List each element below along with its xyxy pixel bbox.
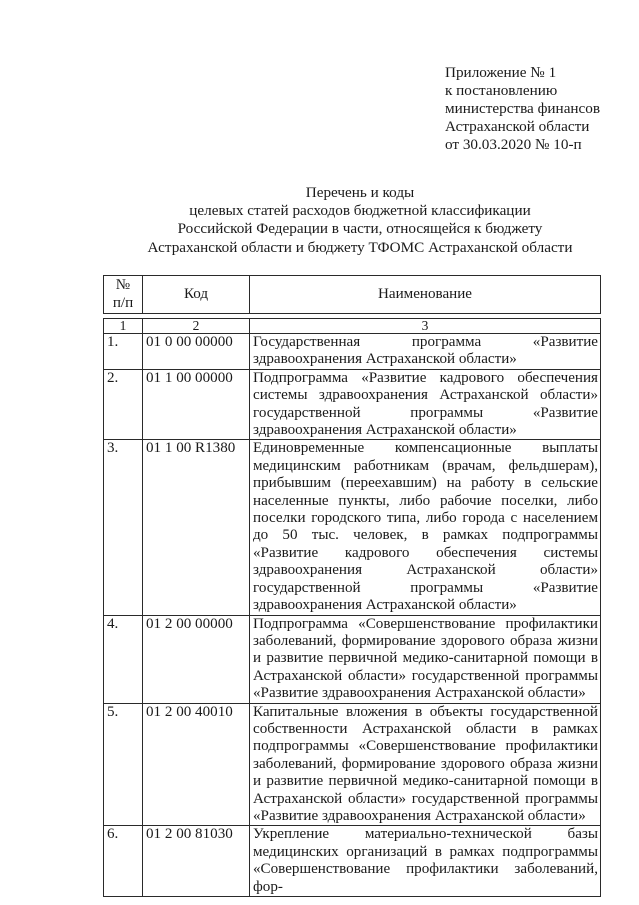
header-num-line: № (115, 277, 131, 294)
appendix-line: Астраханской области (445, 118, 590, 135)
column-number-row (104, 319, 601, 334)
row-name: Государственная программа «Развитие здравоохранения Астраханской области» (250, 334, 601, 370)
table-row (104, 369, 601, 440)
row-code: 01 2 00 81030 (143, 826, 250, 897)
row-name: Укрепление материально-технической базы медицинских организаций в рамках подпрограммы «Совершенствование профилактики заболеваний, фор- (250, 826, 601, 897)
row-number: 2. (104, 369, 143, 440)
appendix-line: от 30.03.2020 № 10-п (445, 136, 582, 153)
title-line: целевых статей расходов бюджетной классификации (189, 202, 531, 220)
row-name: Капитальные вложения в объекты государственной собственности Астраханской области в рамках подпрограммы «Совершенствование профилактики заболеваний, формирование здорового образа жизни и развитие первичной медико-санитарной помощи в Астраханской области» государственной программы «Развитие здравоохранения Астраханской области» (250, 703, 601, 826)
table-row (104, 440, 601, 615)
title-line: Перечень и коды (305, 184, 415, 201)
appendix-line: министерства финансов (445, 100, 601, 117)
row-code: 01 0 00 00000 (143, 334, 250, 370)
appendix-line: к постановлению (445, 82, 558, 99)
header-num-line: п/п (112, 294, 134, 311)
title-line: Российской Федерации в части, относящейся к бюджету (177, 220, 543, 238)
row-code: 01 2 00 00000 (143, 615, 250, 703)
row-code: 01 1 00 R1380 (143, 440, 250, 615)
row-number: 3. (104, 440, 143, 615)
table-row (104, 826, 601, 897)
column-number: 2 (143, 319, 250, 334)
row-name: Подпрограмма «Развитие кадрового обеспечения системы здравоохранения Астраханской области» государственной программы «Развитие здравоохранения Астраханской области» (250, 369, 601, 440)
document-title (100, 184, 620, 257)
header-num (104, 276, 143, 314)
table-row (104, 703, 601, 826)
header-code: Код (143, 276, 250, 314)
column-number: 3 (250, 319, 601, 334)
header-row (104, 276, 601, 314)
appendix-header (445, 64, 635, 154)
title-line: Астраханской области и бюджету ТФОМС Астраханской области (147, 238, 573, 256)
appendix-line: Приложение № 1 (445, 64, 557, 81)
row-number: 5. (104, 703, 143, 826)
row-code: 01 2 00 40010 (143, 703, 250, 826)
table-header (103, 275, 601, 314)
codes-table (103, 318, 601, 897)
row-name: Единовременные компенсационные выплаты медицинским работникам (врачам, фельдшерам), прибывшим (переехавшим) на работу в сельские населенные пункты, либо рабочие поселки, либо поселки городского типа, либо города с населением до 50 тыс. человек, в рамках подпрограммы «Развитие кадрового обеспечения системы здравоохранения Астраханской области» государственной программы «Развитие здравоохранения Астраханской области» (250, 440, 601, 615)
column-number: 1 (104, 319, 143, 334)
table-row (104, 334, 601, 370)
header-name: Наименование (250, 276, 601, 314)
row-code: 01 1 00 00000 (143, 369, 250, 440)
row-name: Подпрограмма «Совершенствование профилактики заболеваний, формирование здорового образа жизни и развитие первичной медико-санитарной помощи в Астраханской области» государственной программы «Развитие здравоохранения Астраханской области» (250, 615, 601, 703)
table-row (104, 615, 601, 703)
row-number: 6. (104, 826, 143, 897)
row-number: 4. (104, 615, 143, 703)
row-number: 1. (104, 334, 143, 370)
